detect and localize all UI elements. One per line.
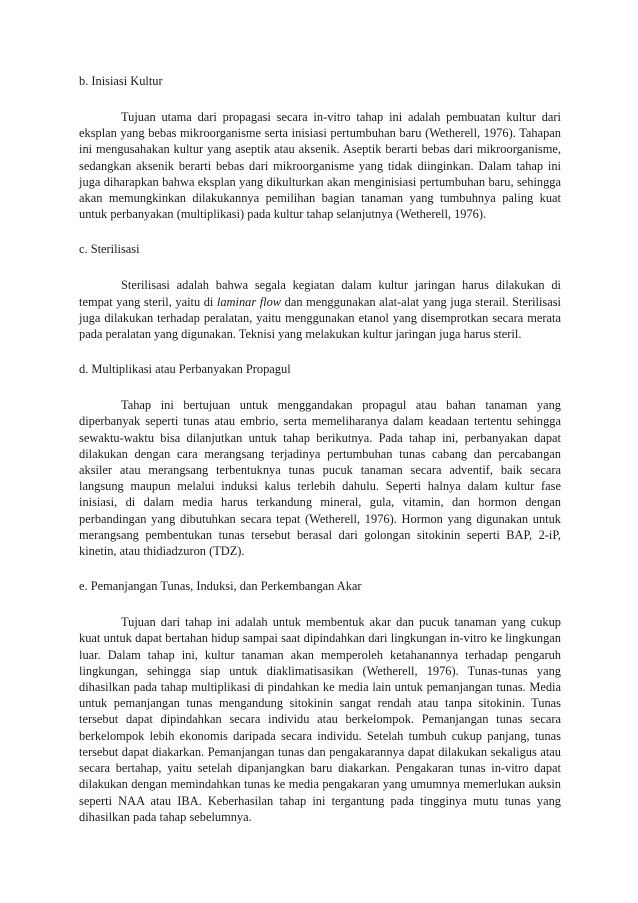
section-paragraph <box>79 277 561 342</box>
section-paragraph: Tujuan dari tahap ini adalah untuk membentuk akar dan pucuk tanaman yang cukup kuat untuk dapat bertahan hidup sampai saat dipindahkan dari lingkungan in-vitro ke lingkungan luar. Dalam tahap ini, kultur tanaman akan memperoleh ketahanannya terhadap pengaruh lingkungan, sehingga siap untuk diaklimatisasikan (Wetherell, 1976). Tunas-tunas yang dihasilkan pada tahap multiplikasi di pindahkan ke media lain untuk pemanjangan tunas. Media untuk pemanjangan tunas mengandung sitokinin sangat rendah atau tanpa sitokinin. Tunas tersebut dapat dipindahkan secara individu atau berkelompok. Pemanjangan tunas secara berkelompok lebih ekonomis daripada secara individu. Setelah tumbuh cukup panjang, tunas tersebut dapat diakarkan. Pemanjangan tunas dan pengakarannya dapat dilakukan sekaligus atau secara bertahap, yaitu setelah dipanjangkan baru diakarkan. Pengakaran tunas in-vitro dapat dilakukan dengan memindahkan tunas ke media pengakaran yang umumnya memerlukan auksin seperti NAA atau IBA. Keberhasilan tahap ini tergantung pada tingginya mutu tunas yang dihasilkan pada tahap sebelumnya. <box>79 615 561 824</box>
paragraph-text: Sterilisasi adalah bahwa segala kegiatan dalam kultur jaringan harus dilakukan di tempat yang steril, yaitu di <box>79 278 561 309</box>
section-heading: b. Inisiasi Kultur <box>79 74 163 88</box>
section-sterilisasi <box>79 241 561 342</box>
section-paragraph: Tujuan utama dari propagasi secara in-vitro tahap ini adalah pembuatan kultur dari eksplan yang bebas mikroorganisme serta inisiasi pertumbuhan baru (Wetherell, 1976). Tahapan ini mengusahakan kultur yang aseptik atau aksenik. Aseptik berarti bebas dari mikroorganisme, sedangkan aksenik berarti bebas dari mikroorganisme yang tidak diinginkan. Dalam tahap ini juga diharapkan bahwa eksplan yang dikulturkan akan menginisiasi pertumbuhan baru, sehingga akan memungkinkan dilakukannya pemilihan bagian tanaman yang tumbuhnya paling kuat untuk perbanyakan (multiplikasi) pada kultur tahap selanjutnya (Wetherell, 1976). <box>79 110 561 222</box>
section-heading: d. Multiplikasi atau Perbanyakan Propagul <box>79 362 291 377</box>
section-inisiasi-kultur <box>79 73 561 222</box>
section-heading: c. Sterilisasi <box>79 242 140 257</box>
paragraph-italic-term: laminar flow <box>216 294 282 309</box>
section-paragraph: Tahap ini bertujuan untuk menggandakan propagul atau bahan tanaman yang diperbanyak seperti tunas atau embrio, serta memeliharanya dalam keadaan tertentu sehingga sewaktu-waktu bisa dilanjutkan untuk tahap berikutnya. Pada tahap ini, perbanyakan dapat dilakukan dengan cara merangsang terjadinya pertumbuhan tunas cabang dan percabangan aksiler atau merangsang terbentuknya tunas pucuk tanaman secara adventif, baik secara langsung maupun melalui induksi kalus terlebih dahulu. Seperti halnya dalam kultur fase inisiasi, di dalam media harus terkandung mineral, gula, vitamin, dan hormon dengan perbandingan yang dibutuhkan secara tepat (Wetherell, 1976). Hormon yang digunakan untuk merangsang pembentukan tunas tersebut berasal dari golongan sitokinin seperti BAP, 2-iP, kinetin, atau thidiadzuron (TDZ). <box>79 398 561 559</box>
section-pemanjangan-tunas <box>79 578 561 825</box>
section-multiplikasi <box>79 361 561 559</box>
document-page <box>79 73 561 844</box>
section-heading: e. Pemanjangan Tunas, Induksi, dan Perkembangan Akar <box>79 579 362 594</box>
paragraph-text: dan menggunakan alat-alat yang juga sterail. Sterilisasi juga dilakukan terhadap peralatan, yaitu menggunakan etanol yang disemprotkan secara merata pada peralatan yang digunakan. Teknisi yang melakukan kultur jaringan juga harus steril. <box>79 294 561 342</box>
